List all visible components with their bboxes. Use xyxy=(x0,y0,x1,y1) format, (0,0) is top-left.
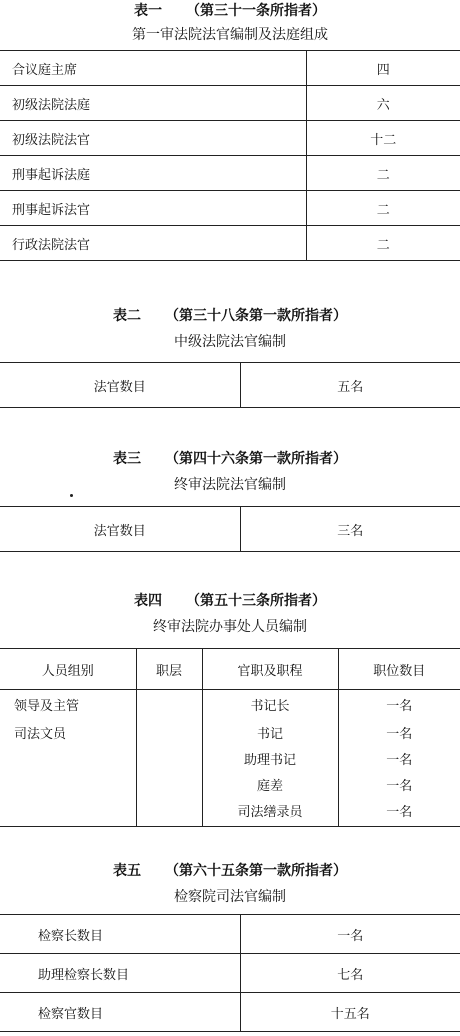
table-row xyxy=(0,86,460,121)
post-count: 一名 xyxy=(338,690,460,719)
grade-cell xyxy=(136,690,202,719)
row-value: 十五名 xyxy=(240,993,460,1032)
row-value: 四 xyxy=(306,51,460,86)
table3-heading xyxy=(0,450,460,468)
table-row xyxy=(0,718,460,827)
column-header: 人员组别 xyxy=(0,649,136,690)
table3-title: 终审法院法官编制 xyxy=(174,477,286,493)
post-name: 助理书记 xyxy=(243,753,296,768)
row-label: 检察官数目 xyxy=(0,993,240,1032)
table-row xyxy=(0,121,460,156)
table-row xyxy=(0,507,460,552)
row-label: 助理检察长数目 xyxy=(0,954,240,993)
table2-ref: （第三十八条第一款所指者） xyxy=(165,308,347,324)
row-value: 二 xyxy=(306,191,460,226)
row-value: 二 xyxy=(306,156,460,191)
row-label: 合议庭主席 xyxy=(0,51,306,86)
post-name: 庭差 xyxy=(256,779,283,794)
row-label: 初级法院法官 xyxy=(0,121,306,156)
row-value: 五名 xyxy=(240,363,460,408)
table4-heading xyxy=(0,592,460,610)
row-value: 七名 xyxy=(240,954,460,993)
group-name: 领导及主管 xyxy=(0,690,136,719)
table1-ref: （第三十一条所指者） xyxy=(186,3,326,19)
row-value: 三名 xyxy=(240,507,460,552)
count-list xyxy=(338,718,460,827)
table5 xyxy=(0,914,460,1032)
row-label: 刑事起诉法庭 xyxy=(0,156,306,191)
row-value: 六 xyxy=(306,86,460,121)
row-label: 检察长数目 xyxy=(0,915,240,954)
row-value: 一名 xyxy=(240,915,460,954)
group-name xyxy=(0,718,136,827)
table3-number: 表三 xyxy=(113,451,141,467)
column-header: 官职及职程 xyxy=(202,649,338,690)
row-label: 初级法院法庭 xyxy=(0,86,306,121)
table1-title: 第一审法院法官编制及法庭组成 xyxy=(132,27,328,43)
row-value: 十二 xyxy=(306,121,460,156)
grade-cell xyxy=(136,718,202,827)
table-row xyxy=(0,954,460,993)
table-row xyxy=(0,915,460,954)
row-label: 行政法院法官 xyxy=(0,226,306,261)
table-header-row xyxy=(0,649,460,690)
post-count: 一名 xyxy=(386,779,413,794)
table2-heading xyxy=(0,307,460,325)
table5-number: 表五 xyxy=(113,863,141,879)
row-value: 二 xyxy=(306,226,460,261)
row-label: 法官数目 xyxy=(0,363,240,408)
table2 xyxy=(0,362,460,408)
column-header: 职层 xyxy=(136,649,202,690)
table-row xyxy=(0,51,460,86)
table2-number: 表二 xyxy=(113,308,141,324)
post-list xyxy=(202,718,338,827)
post-name: 书记长 xyxy=(202,690,338,719)
table5-ref: （第六十五条第一款所指者） xyxy=(165,863,347,879)
table-row xyxy=(0,690,460,719)
post-count: 一名 xyxy=(386,753,413,768)
table4-number: 表四 xyxy=(134,593,162,609)
row-label: 法官数目 xyxy=(0,507,240,552)
table1-heading xyxy=(0,2,460,20)
table4-title: 终审法院办事处人员编制 xyxy=(153,619,307,635)
table5-title: 检察院司法官编制 xyxy=(174,889,286,905)
post-name: 书记 xyxy=(256,727,283,742)
table4 xyxy=(0,648,460,827)
table-row xyxy=(0,993,460,1032)
table5-heading xyxy=(0,862,460,880)
table3-ref: （第四十六条第一款所指者） xyxy=(165,451,347,467)
table-row xyxy=(0,363,460,408)
table4-ref: （第五十三条所指者） xyxy=(186,593,326,609)
table-row xyxy=(0,226,460,261)
post-count: 一名 xyxy=(386,727,413,742)
table-row xyxy=(0,191,460,226)
column-header: 职位数目 xyxy=(338,649,460,690)
post-count: 一名 xyxy=(386,805,413,820)
table3 xyxy=(0,506,460,552)
post-name: 司法缮录员 xyxy=(237,805,303,820)
row-label: 刑事起诉法官 xyxy=(0,191,306,226)
table2-title: 中级法院法官编制 xyxy=(174,334,286,350)
group-label: 司法文员 xyxy=(14,727,67,742)
ink-speck xyxy=(70,494,73,497)
table1-number: 表一 xyxy=(134,3,162,19)
table1 xyxy=(0,50,460,261)
table-row xyxy=(0,156,460,191)
